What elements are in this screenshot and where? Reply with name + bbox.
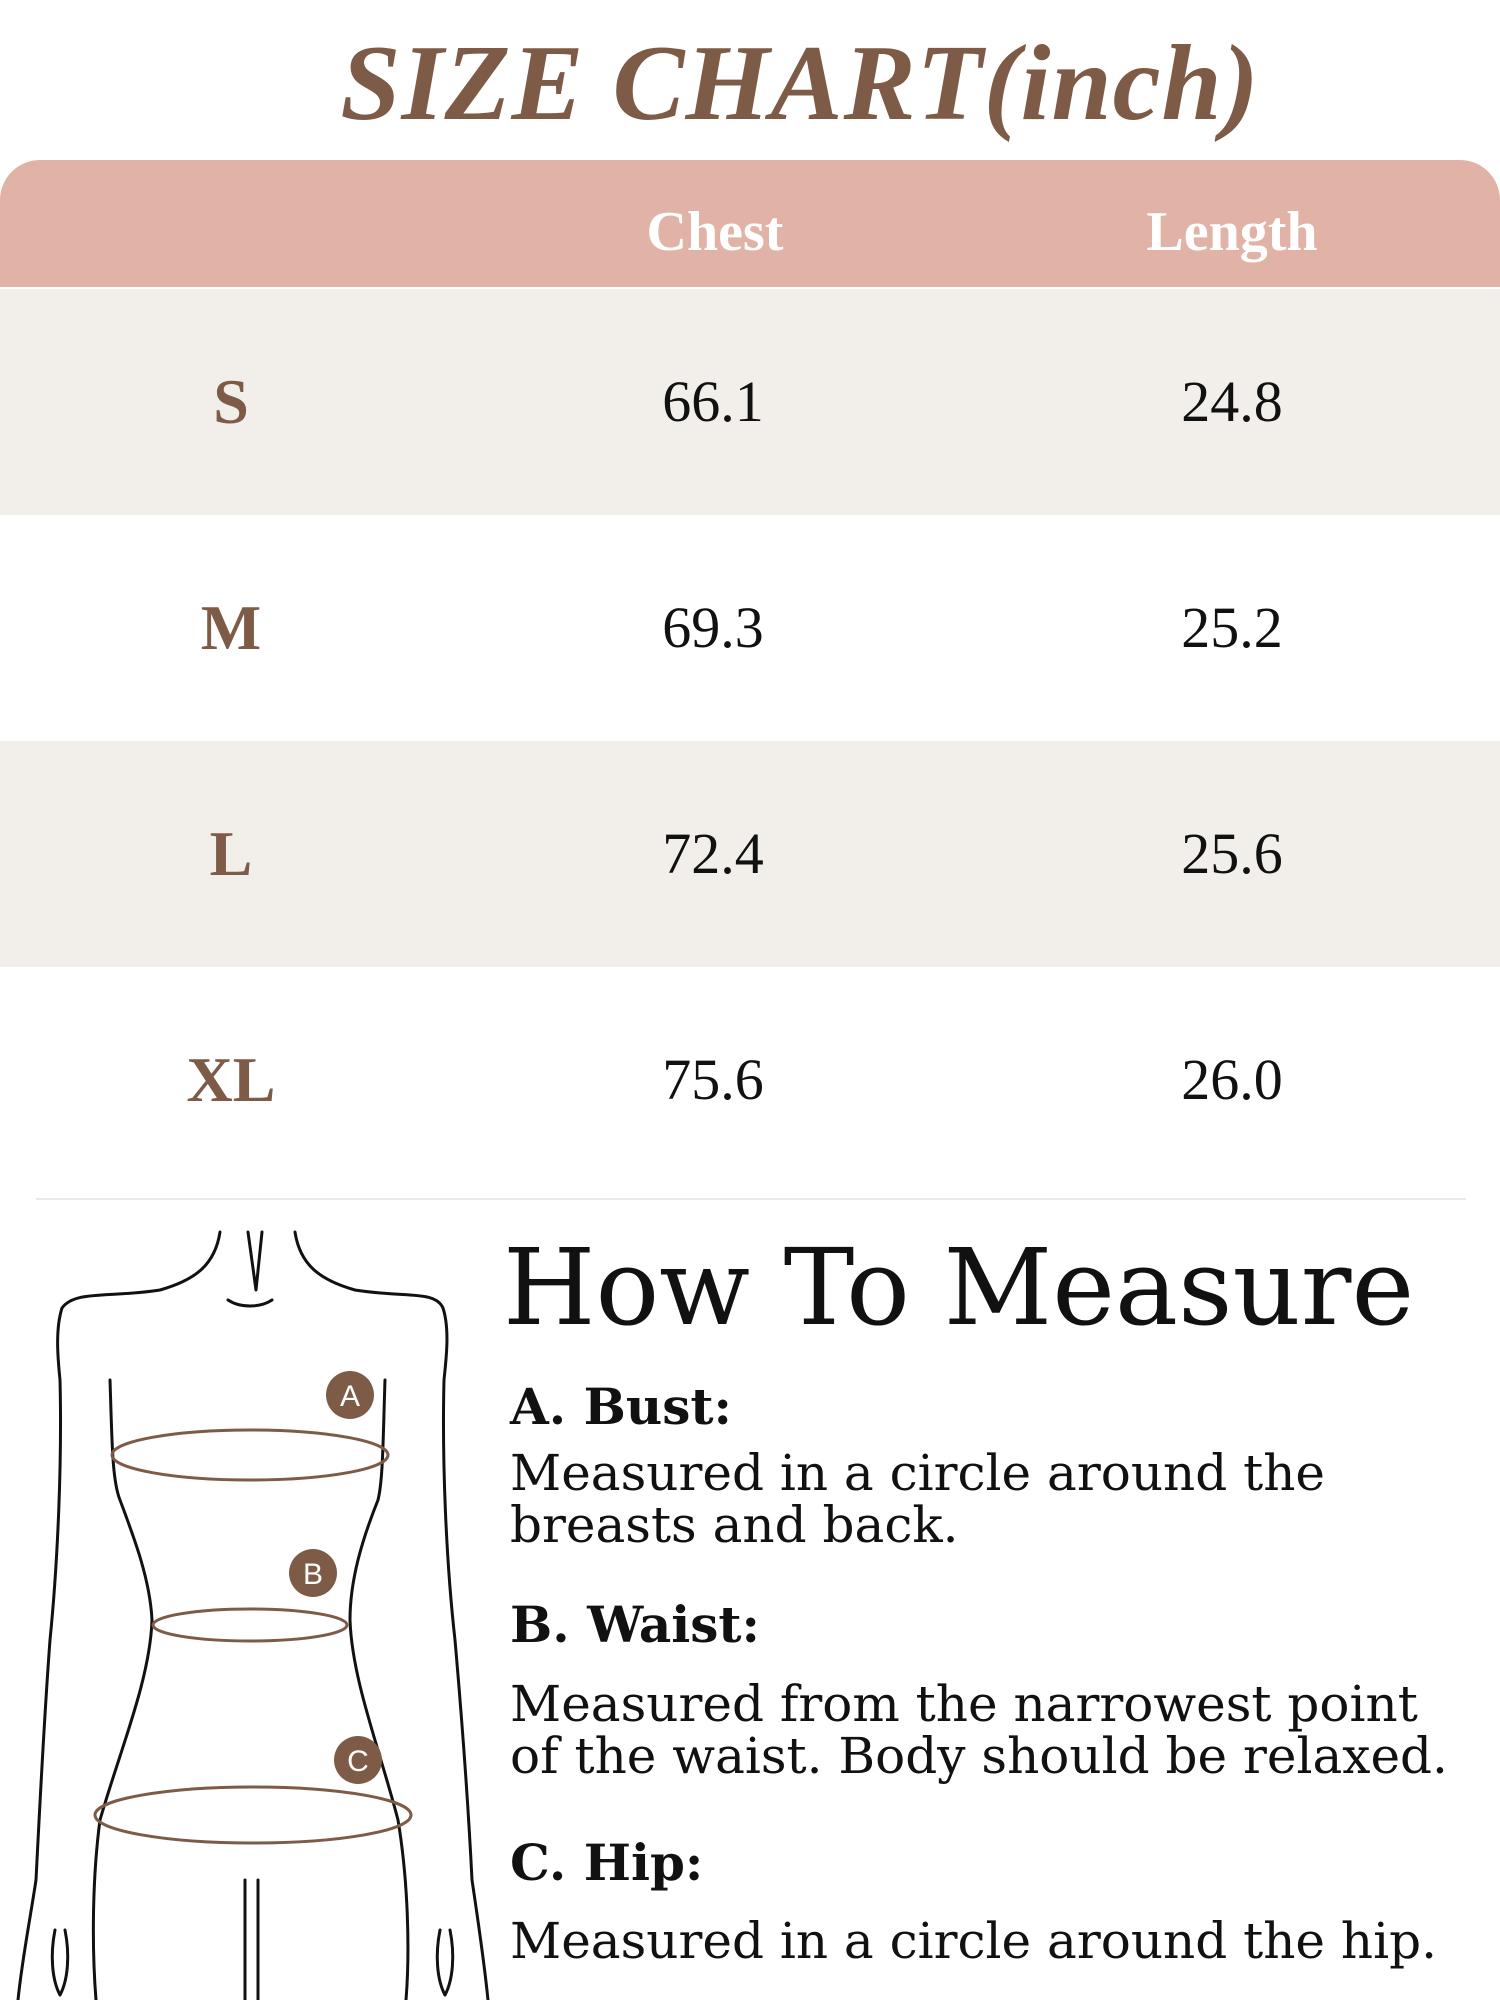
how-to-measure-title: How To Measure bbox=[503, 1226, 1415, 1349]
table-row bbox=[0, 967, 1500, 1193]
chest-cell: 75.6 bbox=[662, 1047, 764, 1112]
length-cell: 24.8 bbox=[1181, 369, 1283, 434]
chest-cell: 69.3 bbox=[662, 595, 764, 660]
section-divider bbox=[36, 1198, 1466, 1200]
length-cell: 25.2 bbox=[1181, 595, 1283, 660]
body-outline-illustration bbox=[0, 1220, 500, 2000]
column-header-length: Length bbox=[1146, 201, 1318, 263]
marker-c-label: C bbox=[347, 1745, 369, 1778]
table-row bbox=[0, 741, 1500, 967]
chest-cell: 66.1 bbox=[662, 369, 764, 434]
table-row bbox=[0, 515, 1500, 741]
size-cell: M bbox=[200, 592, 262, 663]
size-cell: XL bbox=[186, 1044, 276, 1115]
marker-b-label: B bbox=[302, 1558, 324, 1591]
hip-label: C. Hip: bbox=[510, 1833, 704, 1892]
chest-cell: 72.4 bbox=[662, 821, 764, 886]
waist-description: Measured from the narrowest point of the waist. Body should be relaxed. bbox=[510, 1675, 1448, 1785]
column-header-chest: Chest bbox=[646, 201, 784, 263]
length-cell: 25.6 bbox=[1181, 821, 1283, 886]
table-row bbox=[0, 289, 1500, 515]
bust-description: Measured in a circle around the breasts and back. bbox=[510, 1444, 1326, 1554]
waist-label: B. Waist: bbox=[510, 1595, 760, 1654]
marker-a-label: A bbox=[339, 1380, 361, 1413]
hip-description: Measured in a circle around the hip. bbox=[510, 1912, 1438, 1970]
page-title: SIZE CHART(inch) bbox=[340, 24, 1260, 143]
table-header bbox=[0, 160, 1500, 287]
size-cell: S bbox=[213, 366, 249, 437]
length-cell: 26.0 bbox=[1181, 1047, 1283, 1112]
bust-label: A. Bust: bbox=[510, 1377, 732, 1436]
size-cell: L bbox=[209, 818, 253, 889]
